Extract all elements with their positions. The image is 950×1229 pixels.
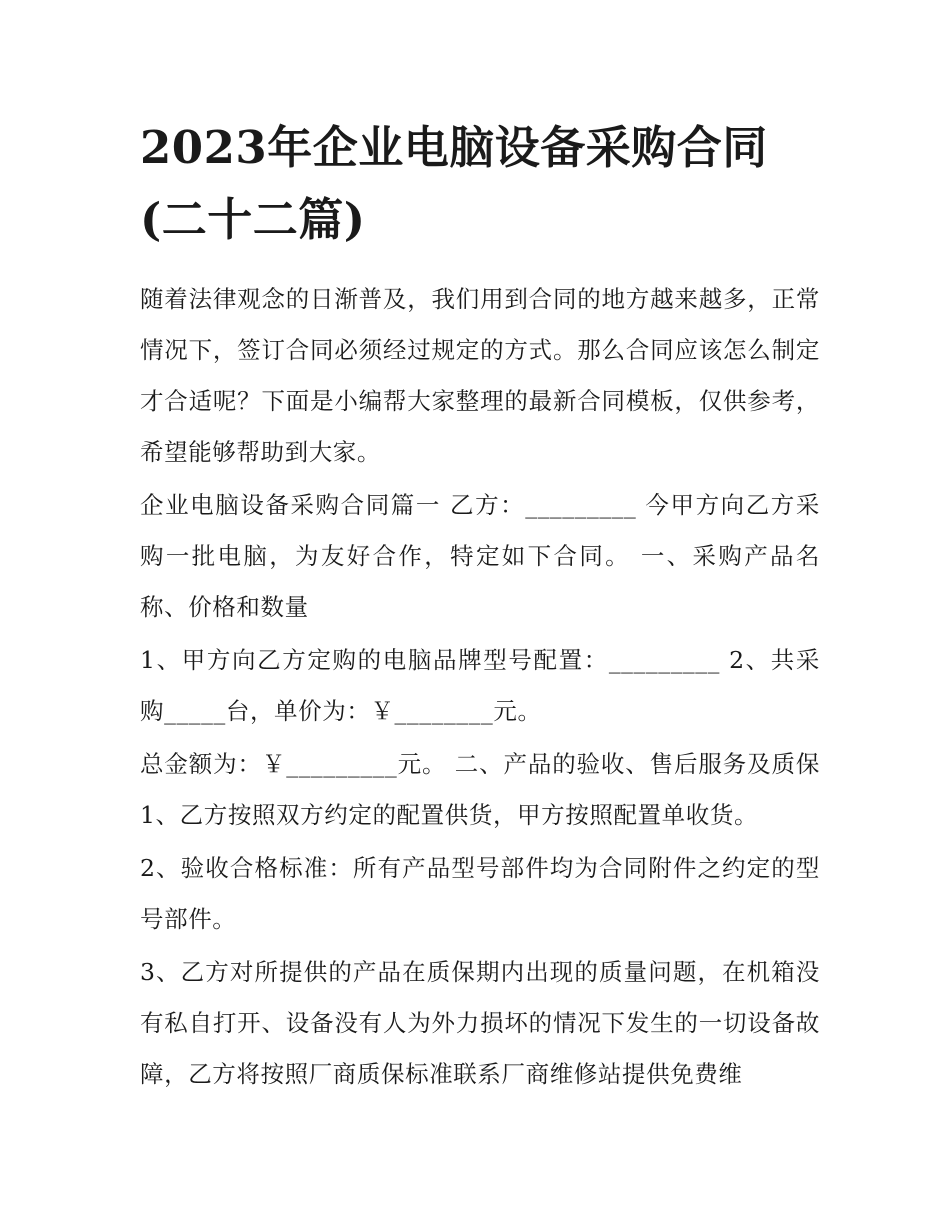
contract-heading-paragraph: 企业电脑设备采购合同篇一 乙方：_________ 今甲方向乙方采购一批电脑，为友好合作，特定如下合同。 一、采购产品名称、价格和数量: [140, 491, 820, 621]
clause-3-paragraph: 3、乙方对所提供的产品在质保期内出现的质量问题，在机箱没有私自打开、设备没有人为外力损坏的情况下发生的一切设备故障，乙方将按照厂商质保标准联系厂商维修站提供免费维: [140, 958, 820, 1088]
total-amount-paragraph: 总金额为：￥_________元。 二、产品的验收、售后服务及质保 1、乙方按照双方约定的配置供货，甲方按照配置单收货。: [140, 750, 820, 829]
clause-1-paragraph: 1、甲方向乙方定购的电脑品牌型号配置：_________ 2、共采购_____台，单价为：￥________元。: [140, 646, 820, 725]
document-title: 2023年企业电脑设备采购合同(二十二篇): [140, 121, 768, 246]
document-body: [140, 112, 820, 1102]
intro-paragraph: 随着法律观念的日渐普及，我们用到合同的地方越来越多，正常情况下，签订合同必须经过规定的方式。那么合同应该怎么制定才合适呢？下面是小编帮大家整理的最新合同模板，仅供参考，希望能够帮助到大家。: [140, 285, 820, 466]
clause-2-paragraph: 2、验收合格标准：所有产品型号部件均为合同附件之约定的型号部件。: [140, 854, 820, 933]
